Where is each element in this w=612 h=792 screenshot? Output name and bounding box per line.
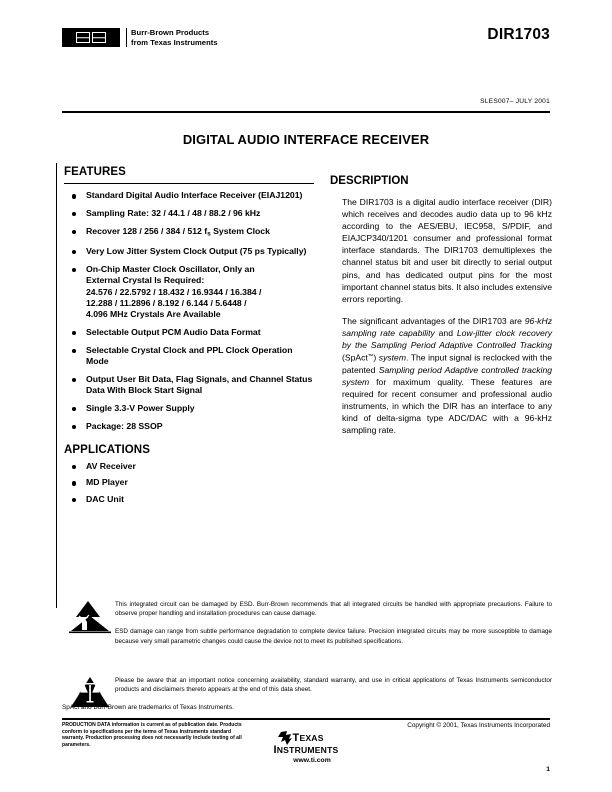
desc-text: and bbox=[434, 327, 457, 338]
feature-item: Package: 28 SSOP bbox=[64, 421, 314, 432]
ti-rest-nstruments: NSTRUMENTS bbox=[276, 744, 339, 755]
feature-item: Selectable Output PCM Audio Data Format bbox=[64, 327, 314, 338]
trademark-note: SpAct and Burr-Brown are trademarks of Texas Instruments. bbox=[62, 704, 234, 711]
application-item: MD Player bbox=[64, 477, 314, 488]
description-column bbox=[330, 175, 552, 436]
desc-emphasis: Sampling period Adaptive controlled tracking system bbox=[342, 364, 553, 387]
esd-warning-icon bbox=[68, 600, 112, 634]
page-header bbox=[62, 26, 550, 60]
application-item: DAC Unit bbox=[64, 494, 314, 505]
important-notice-paragraph: Please be aware that an important notice concerning availability, standard warranty, and use in critical applications of Texas Instruments semiconductor products and disclaimers thereto appears at the end of this data sheet. bbox=[115, 677, 552, 694]
esd-notice-row bbox=[62, 600, 552, 646]
esd-notice-text bbox=[115, 600, 552, 646]
feature-line: External Crystal Is Required: bbox=[86, 275, 205, 286]
description-paragraph-1: The DIR1703 is a digital audio interface receiver (DIR) which receives and decodes audio data up to 96 kHz according to the AES/EBU, IEC958, S/PDIF, and EIAJCP340/1201 consumer and professional format interface standards. The DIR1703 demultiplexes the channel status bit and user bit directly to serial output pins, and has dedicated output pins for the most important channel status bits. It also includes extensive errors reporting. bbox=[342, 197, 552, 304]
applications-list bbox=[64, 461, 314, 505]
application-item: AV Receiver bbox=[64, 461, 314, 472]
footer-divider bbox=[62, 718, 550, 720]
ti-website-url[interactable]: www.ti.com bbox=[293, 757, 331, 764]
description-body bbox=[330, 196, 552, 436]
bb-logo-icon bbox=[62, 28, 120, 47]
desc-emphasis: system bbox=[378, 352, 406, 363]
page-number: 1 bbox=[546, 766, 550, 773]
features-heading: FEATURES bbox=[64, 166, 126, 178]
document-id: SLES007– JULY 2001 bbox=[480, 98, 550, 105]
ti-texas-symbol-icon bbox=[278, 731, 295, 746]
feature-text-cont: System Clock bbox=[210, 225, 270, 236]
ti-logo-inner bbox=[274, 733, 339, 764]
ti-logo-line-1 bbox=[293, 733, 339, 745]
feature-item: Standard Digital Audio Interface Receiver (EIAJ1201) bbox=[64, 190, 314, 201]
part-number: DIR1703 bbox=[487, 26, 550, 43]
feature-line: 12.288 / 11.2896 / 8.192 / 6.144 / 5.6448 / bbox=[86, 297, 247, 308]
desc-text: (SpAct bbox=[342, 352, 368, 363]
trademark-symbol: ™ bbox=[367, 354, 374, 361]
esd-notice bbox=[62, 600, 552, 646]
feature-item: Output User Bit Data, Flag Signals, and Channel Status Data With Block Start Signal bbox=[64, 374, 314, 397]
desc-emphasis: Low-jitter clock recovery by the Sampling Period Adaptive Controlled Tracking bbox=[342, 327, 552, 351]
features-column bbox=[64, 166, 314, 510]
subscript-s: s bbox=[207, 230, 211, 238]
important-notice-text bbox=[115, 676, 552, 694]
page-title: DIGITAL AUDIO INTERFACE RECEIVER bbox=[182, 132, 430, 147]
feature-item bbox=[64, 264, 314, 320]
feature-line: 24.576 / 22.5792 / 18.432 / 16.9344 / 16.384 / bbox=[86, 286, 262, 297]
feature-item: Sampling Rate: 32 / 44.1 / 48 / 88.2 / 96 kHz bbox=[64, 208, 314, 219]
esd-paragraph-2: ESD damage can range from subtle performance degradation to complete device failure. Precision integrated circuits may be more susceptible to damage because very small parametric changes could cause the device not to meet its published specifications. bbox=[115, 628, 552, 645]
important-notice-row bbox=[62, 676, 552, 706]
desc-text: for maximum quality. These features are required for recent consumer and professional audio instruments, in which the DIR has an interface to any kind of delta-sigma type ADC/DAC with a 96-kHz sampling rate. bbox=[342, 376, 552, 436]
feature-item: Selectable Crystal Clock and PPL Clock Operation Mode bbox=[64, 345, 314, 368]
desc-text: ) bbox=[373, 352, 379, 363]
features-list bbox=[64, 190, 314, 432]
ti-cap-i: I bbox=[273, 743, 277, 756]
esd-paragraph-1: This integrated circuit can be damaged by ESD. Burr-Brown recommends that all integrated circuits be handled with appropriate precautions. Failure to observe proper handling and installation procedures can cause damage. bbox=[115, 601, 552, 618]
copyright-notice: Copyright © 2001, Texas Instruments Incorporated bbox=[407, 722, 550, 729]
applications-heading: APPLICATIONS bbox=[64, 444, 150, 457]
header-divider bbox=[62, 111, 550, 113]
ti-cap-t: T bbox=[292, 732, 300, 744]
desc-text: The significant advantages of the DIR1703 are bbox=[342, 315, 525, 326]
burr-brown-logo bbox=[62, 28, 218, 47]
feature-item: Single 3.3-V Power Supply bbox=[64, 403, 314, 414]
feature-item bbox=[64, 226, 314, 240]
production-data-note: PRODUCTION DATA information is current as of publication date. Products conform to specifications per the terms of Texas Instruments standard warranty. Production processing does not necessarily include testing of all parameters. bbox=[62, 722, 242, 748]
ti-logo bbox=[0, 733, 612, 764]
burr-brown-logo-text bbox=[126, 28, 218, 47]
feature-line: 4.096 MHz Crystals Are Available bbox=[86, 309, 221, 320]
ti-logo-line-2 bbox=[274, 745, 339, 757]
left-margin-rule bbox=[56, 163, 57, 608]
features-divider bbox=[64, 183, 314, 184]
feature-line: On-Chip Master Clock Oscillator, Only an bbox=[86, 264, 255, 275]
desc-emphasis: 96-kHz sampling rate capability bbox=[342, 315, 552, 338]
feature-text: Recover 128 / 256 / 384 / 512 f bbox=[86, 225, 208, 236]
description-heading: DESCRIPTION bbox=[330, 175, 409, 187]
description-paragraph-2 bbox=[342, 315, 552, 436]
feature-item: Very Low Jitter System Clock Output (75 ps Typically) bbox=[64, 246, 314, 257]
logo-line-2: from Texas Instruments bbox=[131, 37, 218, 47]
important-notice bbox=[62, 676, 552, 706]
ti-rest-exas: EXAS bbox=[299, 733, 324, 743]
logo-line-1: Burr-Brown Products bbox=[131, 28, 210, 38]
desc-text: . The input signal is reclocked with the patented bbox=[342, 352, 553, 375]
